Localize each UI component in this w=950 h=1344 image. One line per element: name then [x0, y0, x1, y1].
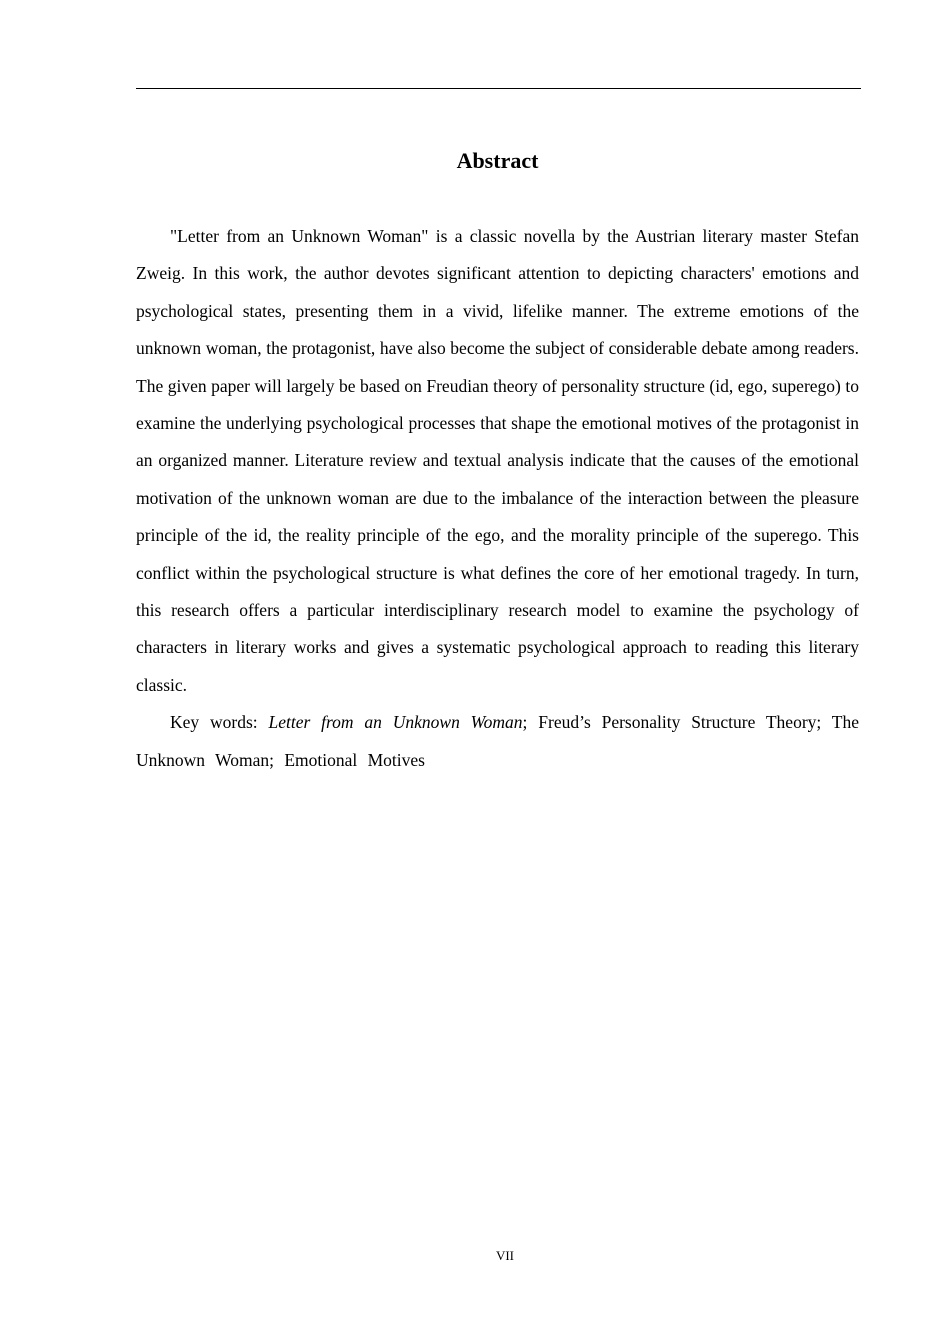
keywords-title-italic: Letter from an Unknown Woman	[268, 712, 523, 733]
abstract-paragraph: "Letter from an Unknown Woman" is a classic novella by the Austrian literary master Stefan Zweig. In this work, the author devotes significant attention to depicting characters' emotions and psychological states, presenting them in a vivid, lifelike manner. The extreme emotions of the unknown woman, the protagonist, have also become the subject of considerable debate among readers. The given paper will largely be based on Freudian theory of personality structure (id, ego, superego) to examine the underlying psychological processes that shape the emotional motives of the protagonist in an organized manner. Literature review and textual analysis indicate that the causes of the emotional motivation of the unknown woman are due to the imbalance of the interaction between the pleasure principle of the id, the reality principle of the ego, and the morality principle of the superego. This conflict within the psychological structure is what defines the core of her emotional tragedy. In turn, this research offers a particular interdisciplinary research model to examine the psychology of characters in literary works and gives a systematic psychological approach to reading this literary classic.	[136, 226, 859, 695]
header-rule	[136, 88, 861, 89]
keywords-label: Key words:	[170, 712, 269, 733]
abstract-body	[136, 218, 859, 779]
keywords-list: ; Freud’s Personality Structure Theory; The Unknown Woman; Emotional Motives	[136, 712, 860, 770]
page-number: VII	[495, 1248, 515, 1263]
page-title: Abstract	[456, 148, 539, 173]
keywords-paragraph	[136, 704, 859, 779]
